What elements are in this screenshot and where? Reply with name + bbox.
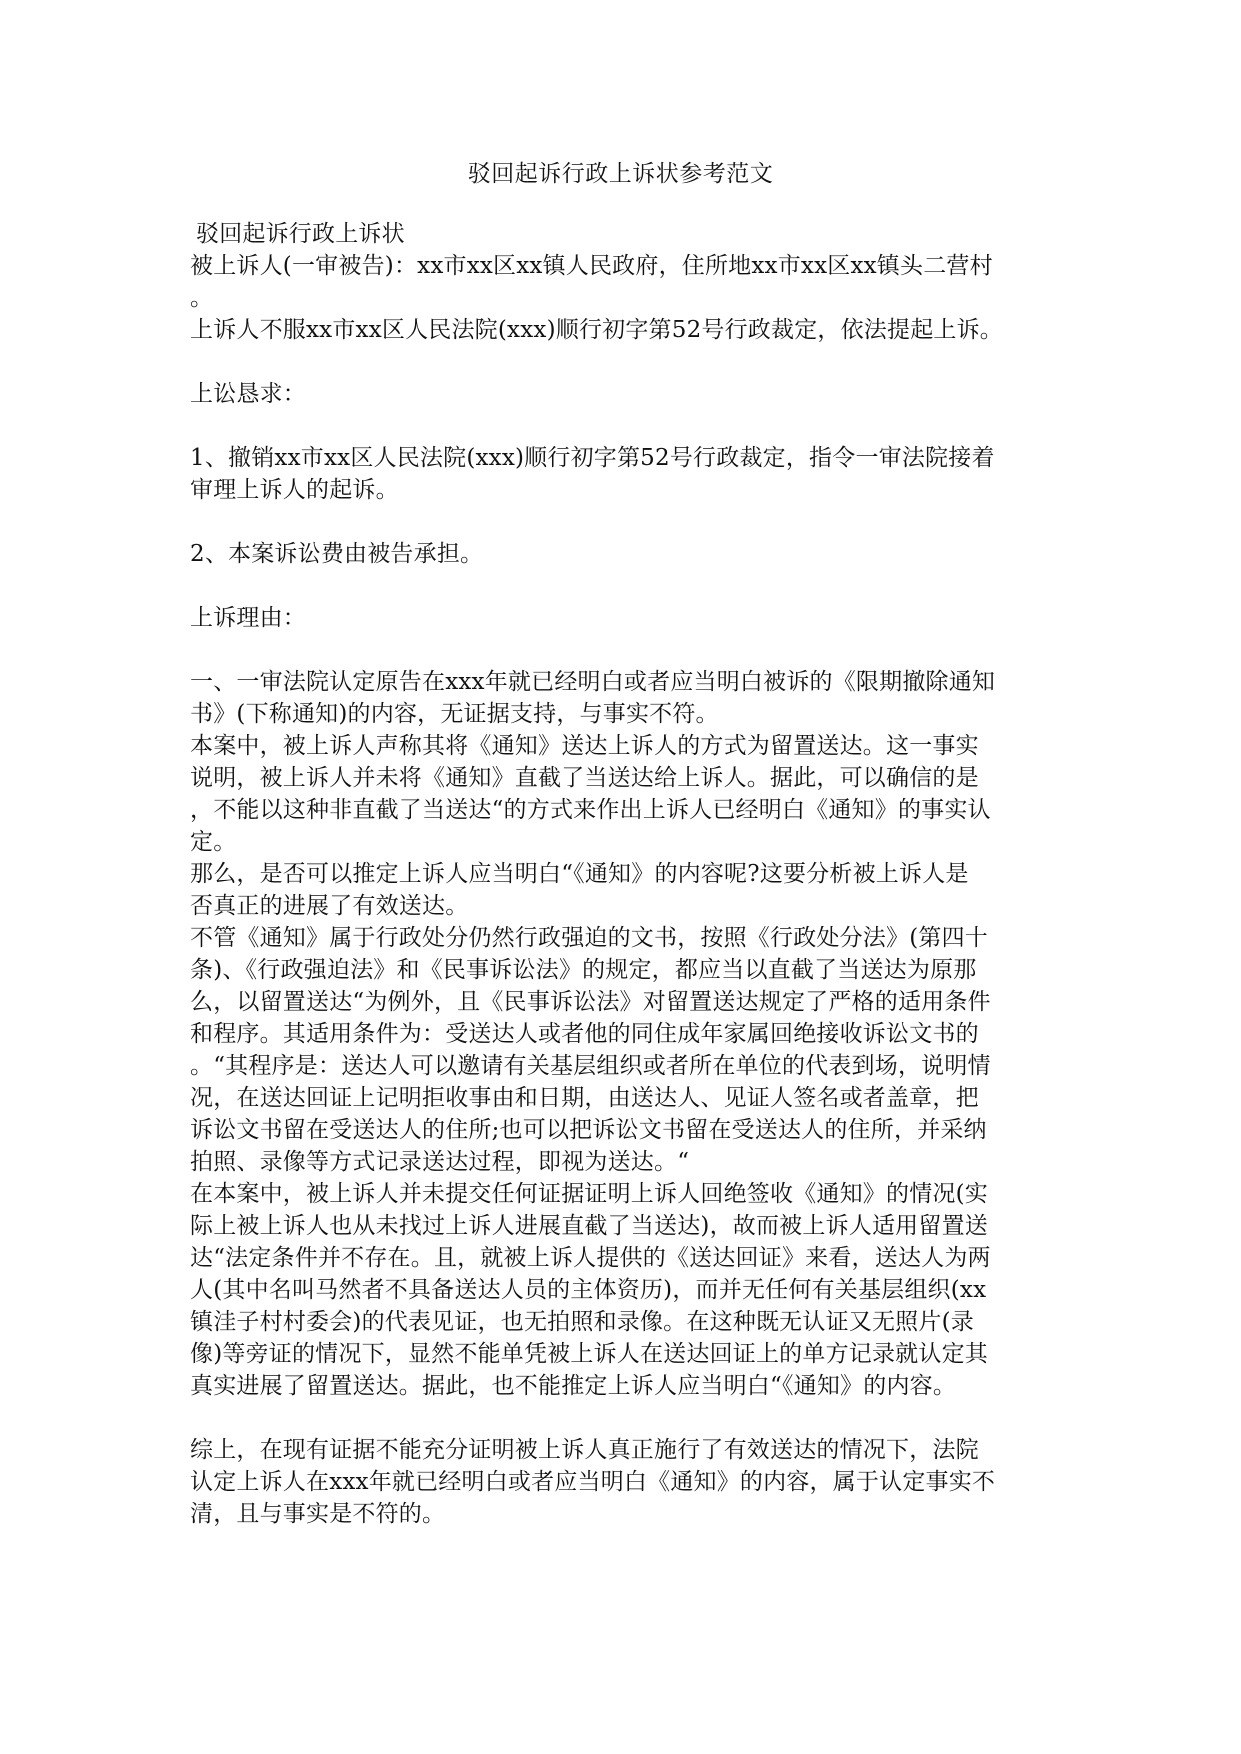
text-line: 书》(下称通知)的内容，无证据支持，与事实不符。 <box>190 701 719 727</box>
text-line: ，不能以这种非直截了当送达“的方式来作出上诉人已经明白《通知》的事实认 <box>190 797 991 823</box>
text-line: 在本案中，被上诉人并未提交任何证据证明上诉人回绝签收《通知》的情况(实 <box>190 1181 988 1207</box>
text-line: 定。 <box>190 829 237 855</box>
text-line: 那么，是否可以推定上诉人应当明白“《通知》的内容呢?这要分析被上诉人是 <box>190 861 969 887</box>
text-line: 上诉人不服xx市xx区人民法院(xxx)顺行初字第52号行政裁定，依法提起上诉。 <box>190 317 1004 343</box>
text-line: 像)等旁证的情况下，显然不能单凭被上诉人在送达回证上的单方记录就认定其 <box>190 1341 988 1367</box>
text-line: 镇洼子村村委会)的代表见证，也无拍照和录像。在这种既无认证又无照片(录 <box>190 1309 974 1335</box>
text-line: 拍照、录像等方式记录送达过程，即视为送达。“ <box>190 1149 690 1175</box>
text-line: 否真正的进展了有效送达。 <box>190 893 469 919</box>
text-line: 和程序。其适用条件为：受送达人或者他的同住成年家属回绝接收诉讼文书的 <box>190 1021 979 1047</box>
text-line: 认定上诉人在xxx年就已经明白或者应当明白《通知》的内容，属于认定事实不 <box>190 1469 996 1495</box>
text-line: 清，且与事实是不符的。 <box>190 1501 446 1527</box>
paragraph-gap <box>190 634 1064 666</box>
text-line: 际上被上诉人也从未找过上诉人进展直截了当送达)，故而被上诉人适用留置送 <box>190 1213 988 1239</box>
paragraph-gap <box>190 346 1064 378</box>
text-line: 上讼恳求： <box>190 381 306 407</box>
text-line: 审理上诉人的起诉。 <box>190 477 399 503</box>
text-line: 综上，在现有证据不能充分证明被上诉人真正施行了有效送达的情况下，法院 <box>190 1437 979 1463</box>
text-line: 人(其中名叫马然者不具备送达人员的主体资历)，而并无任何有关基层组织(xx <box>190 1277 987 1303</box>
text-line: 本案中，被上诉人声称其将《通知》送达上诉人的方式为留置送达。这一事实 <box>190 733 979 759</box>
document-body <box>190 218 1064 1530</box>
text-line: 达“法定条件并不存在。且，就被上诉人提供的《送达回证》来看，送达人为两 <box>190 1245 991 1271</box>
text-line: 。“其程序是：送达人可以邀请有关基层组织或者所在单位的代表到场，说明情 <box>190 1053 991 1079</box>
text-line: 说明，被上诉人并未将《通知》直截了当送达给上诉人。据此，可以确信的是 <box>190 765 979 791</box>
text-line: 况，在送达回证上记明拒收事由和日期，由送达人、见证人签名或者盖章，把 <box>190 1085 979 1111</box>
text-line: 2、本案诉讼费由被告承担。 <box>190 541 484 567</box>
document-title: 驳回起诉行政上诉状参考范文 <box>467 161 774 187</box>
paragraph-gap <box>190 506 1064 538</box>
text-line: 真实进展了留置送达。据此，也不能推定上诉人应当明白“《通知》的内容。 <box>190 1373 957 1399</box>
paragraph-gap <box>190 1402 1064 1434</box>
paragraph-gap <box>190 410 1064 442</box>
text-line: 被上诉人(一审被告)：xx市xx区xx镇人民政府，住所地xx市xx区xx镇头二营村 <box>190 253 993 279</box>
text-line: 诉讼文书留在受送达人的住所;也可以把诉讼文书留在受送达人的住所，并采纳 <box>190 1117 987 1143</box>
text-line: 么，以留置送达“为例外，且《民事诉讼法》对留置送达规定了严格的适用条件 <box>190 989 991 1015</box>
text-line: 一、一审法院认定原告在xxx年就已经明白或者应当明白被诉的《限期撤除通知 <box>190 669 996 695</box>
text-line: 1、撤销xx市xx区人民法院(xxx)顺行初字第52号行政裁定，指令一审法院接着 <box>190 445 995 471</box>
text-line: 条)、《行政强迫法》和《民事诉讼法》的规定，都应当以直截了当送达为原那 <box>190 957 977 983</box>
text-line: 上诉理由： <box>190 605 306 631</box>
text-line: 。 <box>190 285 214 311</box>
text-line: 不管《通知》属于行政处分仍然行政强迫的文书，按照《行政处分法》(第四十 <box>190 925 988 951</box>
paragraph-gap <box>190 570 1064 602</box>
text-line: 驳回起诉行政上诉状 <box>196 221 405 247</box>
